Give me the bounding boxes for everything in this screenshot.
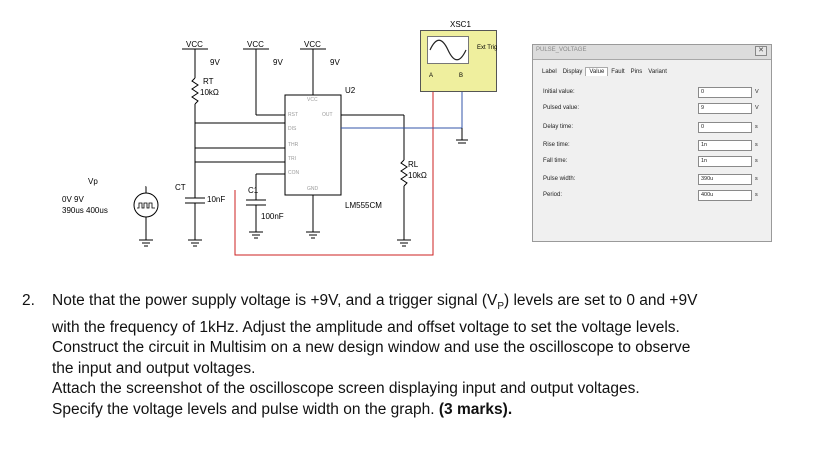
param-unit: V bbox=[755, 105, 759, 111]
channel-a-terminal[interactable]: A bbox=[429, 73, 434, 79]
dialog-title: PULSE_VOLTAGE bbox=[533, 45, 771, 60]
sine-wave-icon bbox=[428, 37, 468, 63]
pin-dis: DIS bbox=[288, 126, 297, 132]
scope-wire bbox=[341, 92, 462, 128]
param-row bbox=[543, 156, 765, 168]
subscript-p: P bbox=[497, 301, 504, 313]
marks-label: (3 marks). bbox=[438, 400, 513, 418]
param-value-input[interactable]: 390u bbox=[698, 174, 752, 185]
vp-label: Vp bbox=[88, 177, 98, 186]
param-value-input[interactable]: 400u bbox=[698, 190, 752, 201]
param-value-input[interactable]: 0 bbox=[698, 122, 752, 133]
vp-timing: 390us 400us bbox=[62, 206, 108, 215]
question-line: the input and output voltages. bbox=[52, 359, 256, 377]
question-text: Note that the power supply voltage is +9V, and a trigger signal (V bbox=[52, 292, 498, 309]
oscilloscope[interactable] bbox=[420, 30, 497, 92]
param-value-input[interactable]: 1n bbox=[698, 156, 752, 167]
question-line: Attach the screenshot of the oscilloscope screen displaying input and output voltages. bbox=[52, 380, 640, 398]
vp-levels: 0V 9V bbox=[62, 195, 84, 204]
ct-label: CT bbox=[175, 183, 186, 192]
param-unit: V bbox=[755, 89, 759, 95]
param-unit: s bbox=[755, 192, 758, 198]
c1-label: C1 bbox=[248, 186, 259, 195]
pin-out: OUT bbox=[322, 112, 333, 118]
vcc-label-2: VCC bbox=[247, 40, 264, 49]
rt-value: 10kΩ bbox=[200, 88, 219, 97]
param-unit: s bbox=[755, 158, 758, 164]
rl-value: 10kΩ bbox=[408, 171, 427, 180]
param-label: Pulse width: bbox=[543, 176, 576, 182]
param-unit: s bbox=[755, 142, 758, 148]
ct-value: 10nF bbox=[207, 195, 226, 204]
pin-thr: THR bbox=[288, 142, 299, 148]
v9-label-3: 9V bbox=[330, 58, 340, 67]
vcc-label-3: VCC bbox=[304, 40, 321, 49]
pin-rst: RST bbox=[288, 112, 298, 118]
rl-resistor bbox=[401, 160, 407, 186]
param-row bbox=[543, 190, 765, 202]
question-text: ) levels are set to 0 and +9V bbox=[504, 292, 698, 309]
pin-gnd: GND bbox=[307, 186, 319, 192]
pulse-voltage-dialog bbox=[532, 44, 772, 242]
tab-value[interactable]: Value bbox=[585, 67, 608, 76]
close-icon[interactable]: ✕ bbox=[755, 46, 767, 56]
pin-vcc: VCC bbox=[307, 97, 318, 103]
pin-tri: TRI bbox=[288, 156, 297, 162]
question-block bbox=[22, 291, 812, 420]
dialog-tabs bbox=[539, 67, 670, 76]
u2-label: U2 bbox=[345, 86, 356, 95]
v9-label-2: 9V bbox=[273, 58, 283, 67]
tab-display[interactable]: Display bbox=[562, 69, 583, 75]
question-line bbox=[52, 400, 812, 421]
param-value-input[interactable]: 0 bbox=[698, 87, 752, 98]
tab-label[interactable]: Label bbox=[542, 69, 557, 75]
param-row bbox=[543, 174, 765, 186]
param-label: Fall time: bbox=[543, 158, 568, 164]
pin-con: CON bbox=[288, 170, 300, 176]
question-line: Construct the circuit in Multisim on a new design window and use the oscilloscope to observe bbox=[52, 339, 691, 357]
param-row bbox=[543, 140, 765, 152]
question-number: 2. bbox=[22, 292, 35, 309]
rl-label: RL bbox=[408, 160, 419, 169]
tab-pins[interactable]: Pins bbox=[630, 69, 643, 75]
tab-variant[interactable]: Variant bbox=[648, 69, 667, 75]
param-label: Rise time: bbox=[543, 142, 570, 148]
param-row bbox=[543, 122, 765, 134]
oscilloscope-screen bbox=[427, 36, 469, 64]
param-value-input[interactable]: 1n bbox=[698, 140, 752, 151]
scope-label: XSC1 bbox=[450, 20, 471, 29]
param-row bbox=[543, 87, 765, 99]
param-label: Pulsed value: bbox=[543, 105, 580, 111]
v9-label-1: 9V bbox=[210, 58, 220, 67]
c1-value: 100nF bbox=[261, 212, 284, 221]
param-unit: s bbox=[755, 124, 758, 130]
param-label: Delay time: bbox=[543, 124, 574, 130]
param-unit: s bbox=[755, 176, 758, 182]
rt-resistor bbox=[192, 78, 198, 104]
param-row bbox=[543, 103, 765, 115]
param-value-input[interactable]: 9 bbox=[698, 103, 752, 114]
question-line bbox=[52, 291, 812, 318]
ext-trig-label: Ext Trig bbox=[477, 45, 498, 51]
channel-b-terminal[interactable]: B bbox=[459, 73, 464, 79]
rt-label: RT bbox=[203, 77, 214, 86]
timer-label: LM555CM bbox=[345, 201, 382, 210]
tab-fault[interactable]: Fault bbox=[611, 69, 625, 75]
question-line: with the frequency of 1kHz. Adjust the amplitude and offset voltage to set the voltage levels. bbox=[52, 318, 680, 336]
question-text: Specify the voltage levels and pulse width on the graph. bbox=[52, 400, 439, 418]
pulse-source bbox=[134, 193, 158, 217]
vcc-label-1: VCC bbox=[186, 40, 203, 49]
param-label: Initial value: bbox=[543, 89, 575, 95]
param-label: Period: bbox=[543, 192, 563, 198]
